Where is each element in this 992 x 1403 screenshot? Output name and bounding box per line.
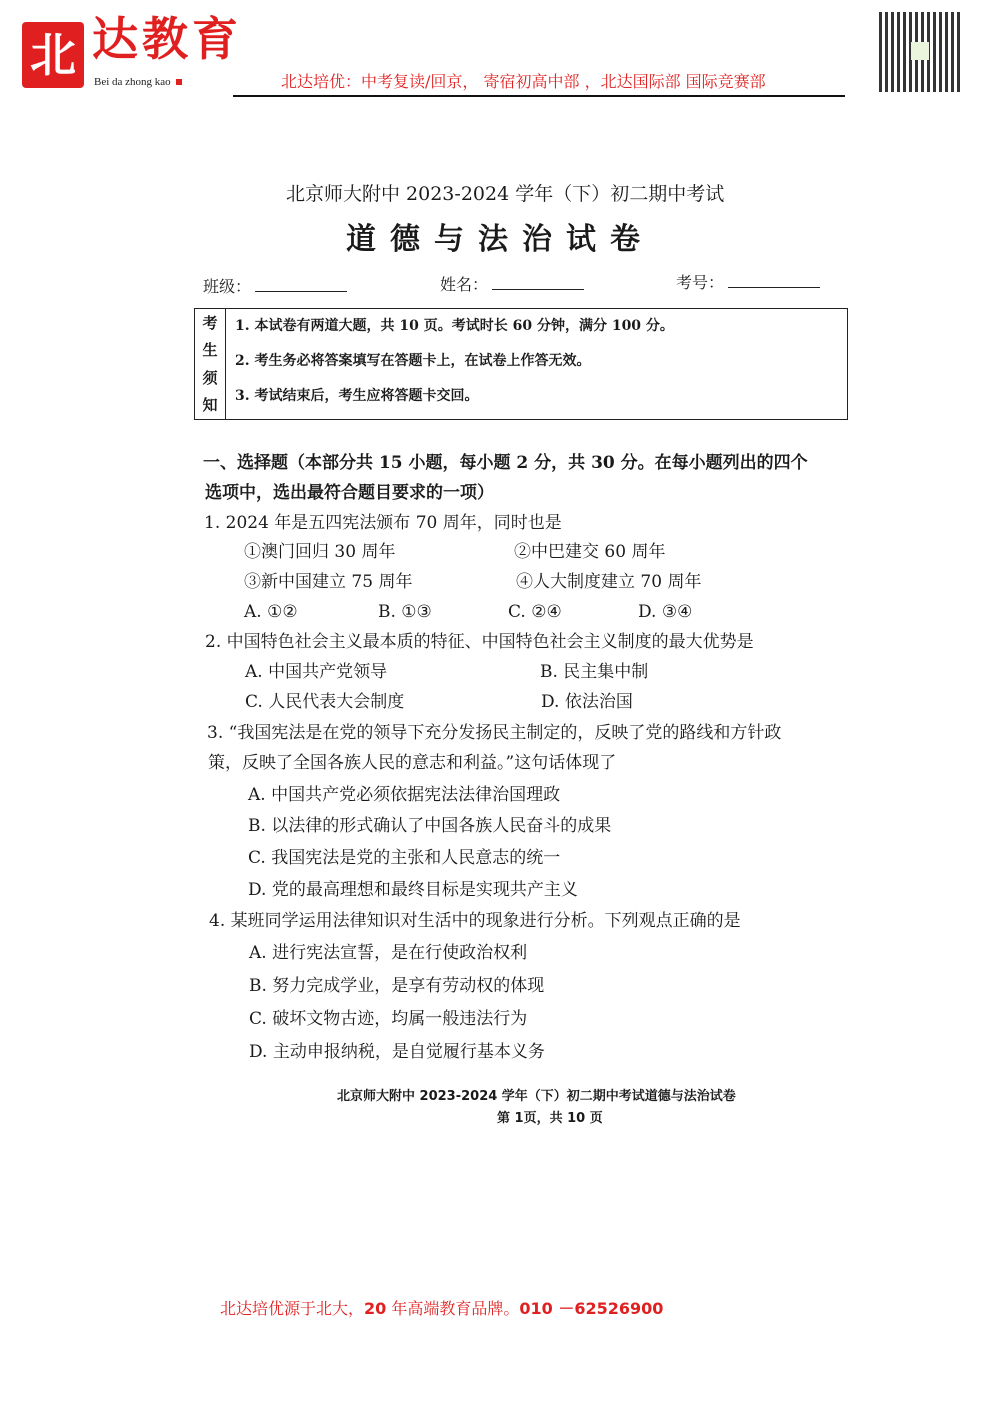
q4-option-a: A. 进行宪法宣誓，是在行使政治权利 [249,943,528,963]
section-heading-cont: 选项中，选出最符合题目要求的一项） [205,483,494,503]
q2-option-b: B. 民主集中制 [540,662,649,682]
class-blank [255,291,347,292]
q3-option-c: C. 我国宪法是党的主张和人民意志的统一 [248,848,561,868]
promo-phone: 010 －62526900 [519,1299,664,1318]
notice-label-char: 知 [202,396,218,414]
logo-sub-text: Bei da zhong kao [94,76,171,88]
exam-subtitle: 北京师大附中 2023-2024 学年（下）初二期中考试 [286,183,725,205]
class-field [203,277,347,296]
q3-option-b: B. 以法律的形式确认了中国各族人民奋斗的成果 [248,816,612,836]
q4-option-d: D. 主动申报纳税，是自觉履行基本义务 [249,1042,545,1062]
q1-item: ①澳门回归 30 周年 [244,542,396,562]
q2-option-d: D. 依法治国 [541,692,633,712]
name-blank [492,289,584,290]
notice-label [195,309,226,419]
promo-text2: 年高端教育品牌。 [386,1299,520,1318]
logo-text: 达教育 [92,12,242,66]
promo-years: 20 [364,1299,387,1318]
q2-stem: 2. 中国特色社会主义最本质的特征、中国特色社会主义制度的最大优势是 [205,632,754,652]
q3-stem-cont: 策，反映了全国各族人民的意志和利益。”这句话体现了 [208,753,617,773]
q3-option-a: A. 中国共产党必须依据宪法法律治国理政 [248,785,561,805]
promo-text: 北达培优源于北大， [220,1299,365,1318]
promo-line [220,1299,663,1318]
q1-option-d: D. ③④ [638,602,693,622]
q3-option-d: D. 党的最高理想和最终目标是实现共产主义 [248,880,578,900]
q1-option-b: B. ①③ [378,602,432,622]
section-heading: 一、选择题（本部分共 15 小题，每小题 2 分，共 30 分。在每小题列出的四个 [203,453,808,473]
class-label: 班级： [203,277,252,296]
page-footer-title: 北京师大附中 2023-2024 学年（下）初二期中考试道德与法治试卷 [337,1089,736,1104]
page-number: 第 1页，共 10 页 [497,1111,603,1126]
q4-option-c: C. 破坏文物古迹，均属一般违法行为 [249,1009,528,1029]
notice-box [194,308,848,420]
q4-option-b: B. 努力完成学业，是享有劳动权的体现 [249,976,545,996]
q3-stem: 3. “我国宪法是在党的领导下充分发扬民主制定的，反映了党的路线和方针政 [207,723,782,743]
header-slogan: 北达培优：中考复读/回京， 寄宿初高中部 ，北达国际部 国际竞赛部 [281,72,766,91]
q1-item: ②中巴建交 60 周年 [514,542,666,562]
logo-subtitle [94,76,182,88]
header-divider [233,95,845,97]
q4-stem: 4. 某班同学运用法律知识对生活中的现象进行分析。下列观点正确的是 [209,911,741,931]
id-blank [728,287,820,288]
notice-label-char: 生 [202,341,218,359]
name-field [440,275,584,294]
q1-option-a: A. ①② [244,602,298,622]
q1-item: ③新中国建立 75 周年 [244,572,413,592]
notice-label-char: 须 [202,368,218,387]
qr-code-icon [879,12,961,92]
square-icon [176,79,182,85]
id-field [676,273,820,292]
q1-stem: 1. 2024 年是五四宪法颁布 70 周年，同时也是 [204,513,562,533]
q1-item: ④人大制度建立 70 周年 [516,572,702,592]
q2-option-c: C. 人民代表大会制度 [245,692,405,712]
q2-option-a: A. 中国共产党领导 [245,662,388,682]
notice-item: 3. 考试结束后，考生应将答题卡交回。 [235,388,479,404]
exam-title: 道德与法治试卷 [346,222,654,257]
q1-option-c: C. ②④ [508,602,562,622]
notice-item: 2. 考生务必将答案填写在答题卡上，在试卷上作答无效。 [235,353,591,369]
logo-mark: 北 [22,22,84,88]
id-label: 考号： [676,273,725,292]
notice-label-char: 考 [202,313,218,332]
notice-item: 1. 本试卷有两道大题，共 10 页。考试时长 60 分钟，满分 100 分。 [235,318,674,334]
name-label: 姓名： [440,275,489,294]
